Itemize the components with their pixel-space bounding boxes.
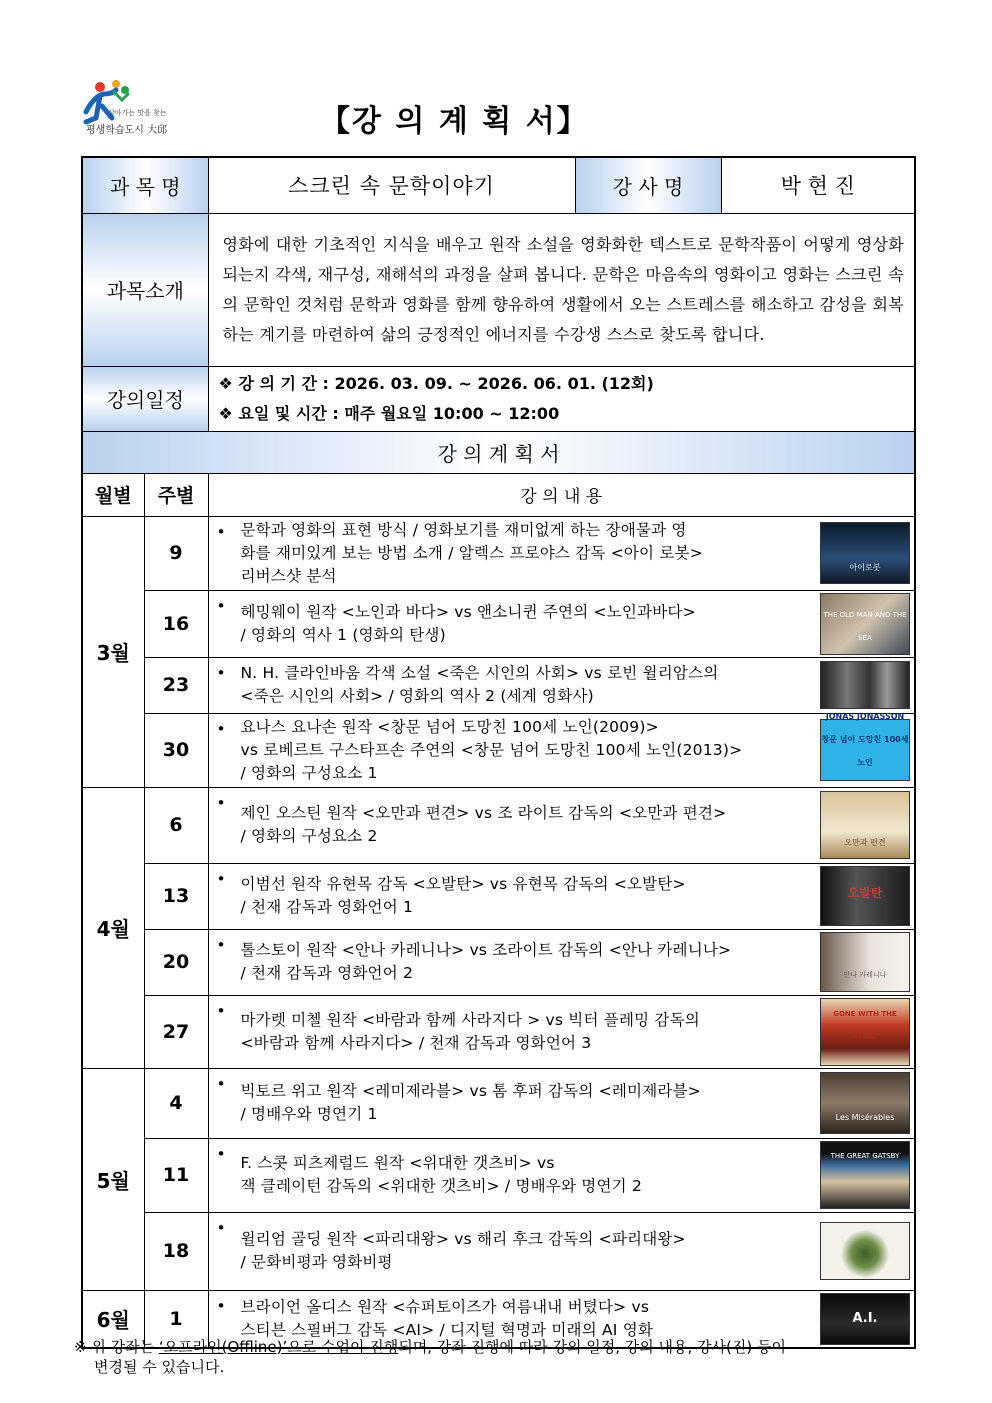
movie-poster-image: A.I. bbox=[820, 1293, 910, 1345]
col-month-header: 월별 bbox=[82, 473, 144, 516]
week-number: 16 bbox=[144, 590, 208, 657]
month-label: 6월 bbox=[82, 1290, 144, 1348]
movie-poster-image: 아이로봇 bbox=[820, 522, 910, 584]
movie-poster-image: 오만과 편견 bbox=[820, 791, 910, 859]
document-title: 【강 의 계 획 서】 bbox=[320, 104, 589, 139]
movie-poster-image: THE OLD MAN AND THE SEA bbox=[820, 593, 910, 655]
movie-poster-image: 오발탄 bbox=[820, 866, 910, 926]
lecture-content: • 문학과 영화의 표현 방식 / 영화보기를 재미없게 하는 장애물과 영 화를 재미있게 보는 방법 소개 / 알렉스 프로야스 감독 <아이 로봇> 리버스샷 분석 아이로봇 bbox=[208, 516, 915, 590]
week-number: 18 bbox=[144, 1212, 208, 1290]
table-row bbox=[82, 1068, 915, 1138]
content-line: 리버스샷 분석 bbox=[240, 566, 337, 585]
content-line: 헤밍웨이 원작 <노인과 바다> vs 앤소니퀸 주연의 <노인과바다> bbox=[240, 602, 696, 621]
intro-label: 과목소개 bbox=[82, 213, 208, 366]
content-line: 마가렛 미첼 원작 <바람과 함께 사라지다 > vs 빅터 플레밍 감독의 bbox=[240, 1010, 700, 1029]
lecture-content: • 이범선 원작 유현목 감독 <오발탄> vs 유현목 감독의 <오발탄> / 천재 감독과 영화언어 1 오발탄 bbox=[208, 863, 915, 929]
instructor-value: 박 현 진 bbox=[721, 157, 915, 213]
movie-poster-image: JONAS JONASSON 창문 넘어 도망친 100세 노인 bbox=[820, 719, 910, 781]
footnote-text: 되며, 강좌 진행에 따라 강의 일정, 강의 내용, 강사(진) 등이 bbox=[398, 1338, 786, 1356]
lecture-content: • 제인 오스틴 원작 <오만과 편견> vs 조 라이트 감독의 <오만과 편견> / 영화의 구성요소 2 오만과 편견 bbox=[208, 787, 915, 863]
lecture-content: • F. 스콧 피츠제럴드 원작 <위대한 갯츠비> vs 잭 클레이턴 감독의 <위대한 갯츠비> / 명배우와 명연기 2 THE GREAT GATSBY bbox=[208, 1138, 915, 1212]
footnote-emphasis: ‘오프라인(Offline)’으로 수업이 진행 bbox=[158, 1338, 399, 1356]
content-line: 톨스토이 원작 <안나 카레니나> vs 조라이트 감독의 <안나 카레니나> bbox=[240, 941, 732, 959]
week-number: 23 bbox=[144, 657, 208, 713]
plan-section-title: 강 의 계 획 서 bbox=[82, 431, 915, 473]
lecture-content: • 윌리엄 골딩 원작 <파리대왕> vs 해리 후크 감독의 <파리대왕> / 문화비평과 영화비평 bbox=[208, 1212, 915, 1290]
content-line: 문학과 영화의 표현 방식 / 영화보기를 재미없게 하는 장애물과 영 bbox=[240, 520, 687, 539]
content-line: 이범선 원작 유현목 감독 <오발탄> vs 유현목 감독의 <오발탄> bbox=[240, 875, 686, 893]
content-line: / 문화비평과 영화비평 bbox=[240, 1253, 393, 1271]
content-line: 브라이언 올디스 원작 <슈퍼토이즈가 여름내내 버텼다> vs bbox=[240, 1297, 650, 1316]
footnote-mark: ※ bbox=[74, 1338, 87, 1356]
lecture-content: • 마가렛 미첼 원작 <바람과 함께 사라지다 > vs 빅터 플레밍 감독의 <바람과 함께 사라지다> / 천재 감독과 영화언어 3 GONE WITH THE WIND bbox=[208, 995, 915, 1068]
table-row bbox=[82, 590, 915, 657]
subject-label: 과 목 명 bbox=[82, 157, 208, 213]
footnote-text: 위 강좌는 bbox=[91, 1338, 159, 1356]
table-row bbox=[82, 863, 915, 929]
content-line: 빅토르 위고 원작 <레미제라블> vs 톰 후퍼 감독의 <레미제라블> bbox=[240, 1082, 701, 1100]
content-line: <죽은 시인의 사회> / 영화의 역사 2 (세계 영화사) bbox=[240, 687, 594, 705]
course-plan-table bbox=[81, 156, 916, 1349]
week-number: 27 bbox=[144, 995, 208, 1068]
schedule-period: ❖ 강 의 기 간 : 2026. 03. 09. ~ 2026. 06. 01. (12회) bbox=[218, 373, 654, 393]
content-line: / 천재 감독과 영화언어 1 bbox=[240, 898, 414, 916]
lecture-content: • 요나스 요나손 원작 <창문 넘어 도망친 100세 노인(2009)> vs 로베르트 구스타프손 주연의 <창문 넘어 도망친 100세 노인(2013)> / 영화의 구성요소 1 JONAS JONASSON 창문 넘어 도망친 100세 노인 bbox=[208, 713, 915, 787]
movie-poster-image bbox=[820, 661, 910, 709]
week-number: 30 bbox=[144, 713, 208, 787]
content-line: vs 로베르트 구스타프손 주연의 <창문 넘어 도망친 100세 노인(2013)> bbox=[240, 740, 743, 759]
content-line: 요나스 요나손 원작 <창문 넘어 도망친 100세 노인(2009)> bbox=[240, 717, 659, 736]
table-row bbox=[82, 787, 915, 863]
table-row bbox=[82, 995, 915, 1068]
table-row bbox=[82, 516, 915, 590]
lecture-content: • 빅토르 위고 원작 <레미제라블> vs 톰 후퍼 감독의 <레미제라블> / 명배우와 명연기 1 Les Misérables bbox=[208, 1068, 915, 1138]
footnote-line2: 변경될 수 있습니다. bbox=[94, 1358, 225, 1376]
footnote bbox=[74, 1337, 914, 1377]
week-number: 9 bbox=[144, 516, 208, 590]
subject-value: 스크린 속 문학이야기 bbox=[208, 157, 575, 213]
week-number: 6 bbox=[144, 787, 208, 863]
content-line: N. H. 클라인바움 각색 소설 <죽은 시인의 사회> vs 로빈 윌리암스의 bbox=[240, 664, 719, 682]
table-row bbox=[82, 1212, 915, 1290]
week-number: 1 bbox=[144, 1290, 208, 1348]
table-row bbox=[82, 1138, 915, 1212]
month-label: 4월 bbox=[82, 787, 144, 1068]
instructor-label: 강 사 명 bbox=[575, 157, 721, 213]
movie-poster-image bbox=[820, 1222, 910, 1280]
content-line: / 영화의 구성요소 2 bbox=[240, 827, 378, 845]
schedule-label: 강의일정 bbox=[82, 366, 208, 431]
table-row bbox=[82, 657, 915, 713]
content-line: 화를 재미있게 보는 방법 소개 / 알렉스 프로야스 감독 <아이 로봇> bbox=[240, 543, 703, 562]
movie-poster-image: GONE WITH THE WIND bbox=[820, 998, 910, 1066]
lecture-content: • N. H. 클라인바움 각색 소설 <죽은 시인의 사회> vs 로빈 윌리암스의 <죽은 시인의 사회> / 영화의 역사 2 (세계 영화사) bbox=[208, 657, 915, 713]
movie-poster-image: THE GREAT GATSBY bbox=[820, 1141, 910, 1209]
month-label: 5월 bbox=[82, 1068, 144, 1290]
logo-city-name: 평생학습도시 大邱 bbox=[86, 125, 168, 136]
content-line: 제인 오스틴 원작 <오만과 편견> vs 조 라이트 감독의 <오만과 편견> bbox=[240, 804, 727, 822]
movie-poster-image: Les Misérables bbox=[820, 1072, 910, 1134]
content-line: / 명배우와 명연기 1 bbox=[240, 1105, 378, 1123]
week-number: 20 bbox=[144, 929, 208, 995]
schedule-details bbox=[208, 366, 915, 431]
content-line: 잭 클레이턴 감독의 <위대한 갯츠비> / 명배우와 명연기 2 bbox=[240, 1177, 643, 1195]
intro-text: 영화에 대한 기초적인 지식을 배우고 원작 소설을 영화화한 텍스트로 문학작품이 어떻게 영상화되는지 각색, 재구성, 재해석의 과정을 살펴 봅니다. 문학은 마음속의 영화이고 영화는 스크린 속의 문학인 것처럼 문학과 영화를 함께 향유하여 생활에서 오는 스트레스를 해소하고 감성을 회복하는 계기를 마련하여 삶의 긍정적인 에너지를 수강생 스스로 찾도록 합니다. bbox=[208, 213, 915, 366]
week-number: 13 bbox=[144, 863, 208, 929]
content-line: F. 스콧 피츠제럴드 원작 <위대한 갯츠비> vs bbox=[240, 1154, 555, 1172]
content-line: <바람과 함께 사라지다> / 천재 감독과 영화언어 3 bbox=[240, 1033, 592, 1052]
table-row bbox=[82, 713, 915, 787]
logo-tagline: 살아가는 맛을 찾는 bbox=[108, 109, 167, 117]
content-line: / 영화의 구성요소 1 bbox=[240, 763, 378, 782]
movie-poster-image: 안나 카레니나 bbox=[820, 932, 910, 992]
lecture-content: • 톨스토이 원작 <안나 카레니나> vs 조라이트 감독의 <안나 카레니나> / 천재 감독과 영화언어 2 안나 카레니나 bbox=[208, 929, 915, 995]
content-line: / 천재 감독과 영화언어 2 bbox=[240, 964, 414, 982]
content-line: 스티븐 스필버그 감독 <AI> / 디지털 혁명과 미래의 AI 영화 bbox=[240, 1320, 654, 1339]
col-week-header: 주별 bbox=[144, 473, 208, 516]
content-line: 윌리엄 골딩 원작 <파리대왕> vs 해리 후크 감독의 <파리대왕> bbox=[240, 1230, 686, 1248]
lecture-content: • 브라이언 올디스 원작 <슈퍼토이즈가 여름내내 버텼다> vs 스티븐 스필버그 감독 <AI> / 디지털 혁명과 미래의 AI 영화 A.I. bbox=[208, 1290, 915, 1348]
lecture-content: • 헤밍웨이 원작 <노인과 바다> vs 앤소니퀸 주연의 <노인과바다> / 영화의 역사 1 (영화의 탄생) THE OLD MAN AND THE SEA bbox=[208, 590, 915, 657]
month-label: 3월 bbox=[82, 516, 144, 787]
schedule-time: ❖ 요일 및 시간 : 매주 월요일 10:00 ~ 12:00 bbox=[218, 403, 560, 423]
week-number: 4 bbox=[144, 1068, 208, 1138]
content-line: / 영화의 역사 1 (영화의 탄생) bbox=[240, 625, 446, 644]
week-number: 11 bbox=[144, 1138, 208, 1212]
col-content-header: 강 의 내 용 bbox=[208, 473, 915, 516]
table-row bbox=[82, 929, 915, 995]
